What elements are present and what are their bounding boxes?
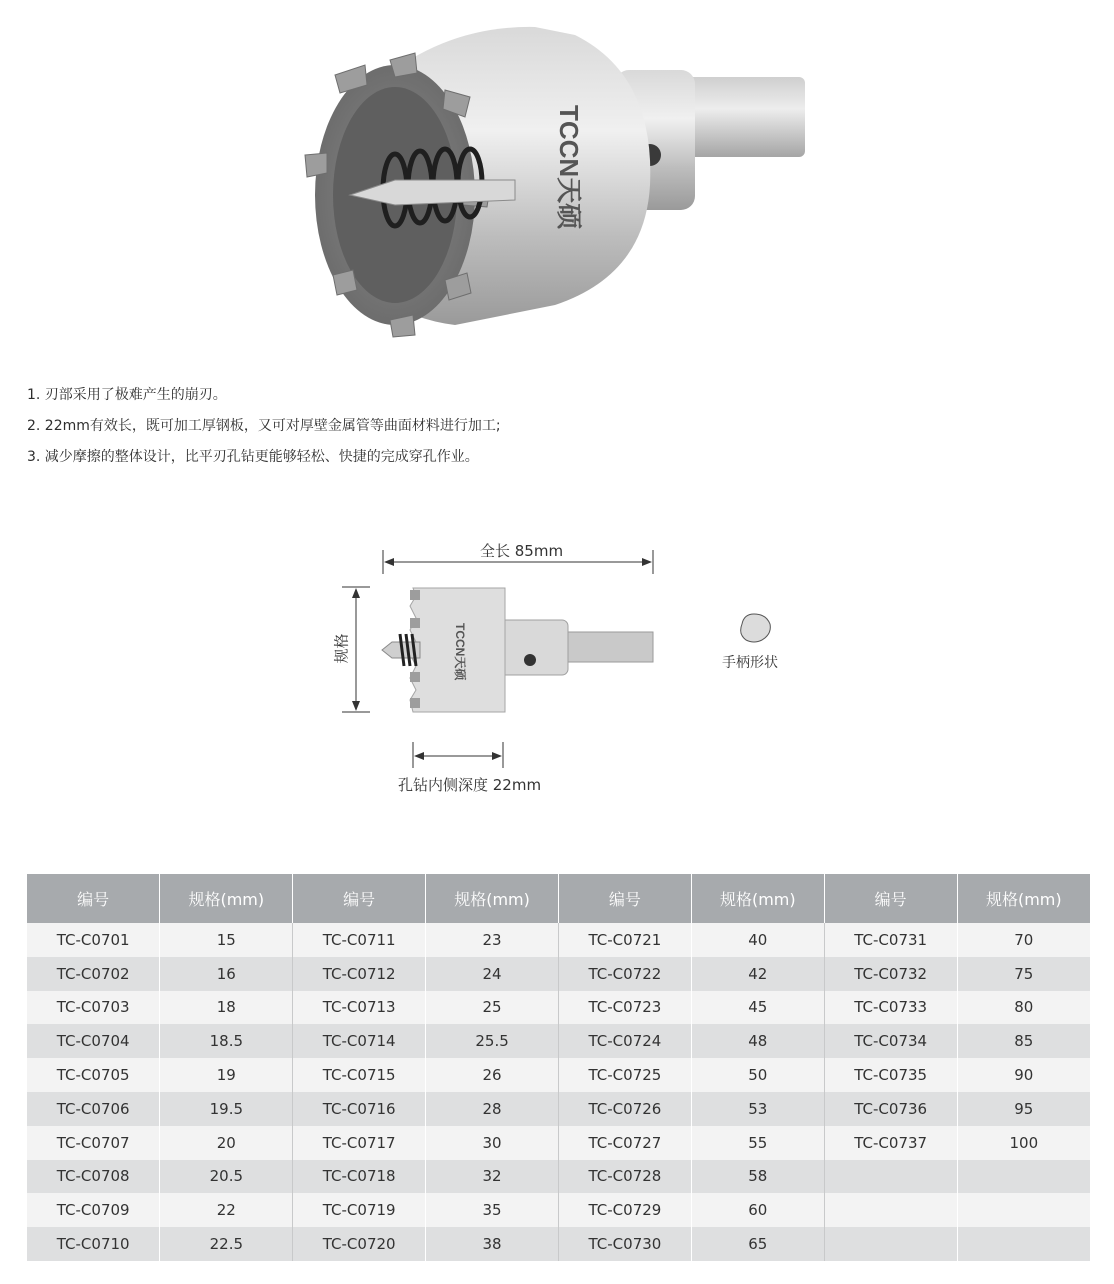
hole-saw-side-view	[382, 588, 653, 712]
spec-cell: 40	[691, 923, 824, 957]
depth-label: 孔钻内侧深度 22mm	[398, 776, 542, 794]
spec-cell	[957, 1227, 1090, 1261]
model-code-cell: TC-C0731	[824, 923, 957, 957]
table-row	[27, 923, 1090, 957]
table-row	[27, 957, 1090, 991]
spec-cell	[957, 1193, 1090, 1227]
spec-cell: 18.5	[160, 1024, 293, 1058]
spec-cell: 28	[426, 1092, 559, 1126]
table-row	[27, 1227, 1090, 1261]
model-code-cell: TC-C0719	[293, 1193, 426, 1227]
model-code-cell: TC-C0728	[559, 1160, 692, 1194]
handle-shape-label: 手柄形状	[722, 655, 778, 671]
model-code-cell: TC-C0726	[559, 1092, 692, 1126]
model-code-cell: TC-C0715	[293, 1058, 426, 1092]
header-spec: 规格(mm)	[691, 874, 824, 923]
spec-cell: 95	[957, 1092, 1090, 1126]
model-code-cell: TC-C0714	[293, 1024, 426, 1058]
model-code-cell: TC-C0709	[27, 1193, 160, 1227]
model-code-cell: TC-C0706	[27, 1092, 160, 1126]
model-code-cell: TC-C0729	[559, 1193, 692, 1227]
header-spec: 规格(mm)	[957, 874, 1090, 923]
spec-cell: 19.5	[160, 1092, 293, 1126]
spec-cell: 65	[691, 1227, 824, 1261]
header-code: 编号	[27, 874, 160, 923]
spec-cell: 20	[160, 1126, 293, 1160]
spec-cell: 80	[957, 991, 1090, 1025]
model-code-cell	[824, 1193, 957, 1227]
model-code-cell: TC-C0701	[27, 923, 160, 957]
total-length-label: 全长 85mm	[480, 542, 564, 560]
model-code-cell: TC-C0707	[27, 1126, 160, 1160]
model-code-cell: TC-C0732	[824, 957, 957, 991]
product-photo	[295, 15, 830, 345]
model-code-cell	[824, 1227, 957, 1261]
model-code-cell: TC-C0734	[824, 1024, 957, 1058]
spec-cell: 70	[957, 923, 1090, 957]
spec-cell: 26	[426, 1058, 559, 1092]
spec-cell: 58	[691, 1160, 824, 1194]
spec-cell: 22	[160, 1193, 293, 1227]
model-code-cell: TC-C0716	[293, 1092, 426, 1126]
table-header-row	[27, 874, 1090, 923]
spec-cell: 45	[691, 991, 824, 1025]
spec-cell: 32	[426, 1160, 559, 1194]
spec-cell: 53	[691, 1092, 824, 1126]
spec-cell: 85	[957, 1024, 1090, 1058]
model-code-cell: TC-C0712	[293, 957, 426, 991]
dimension-diagram	[0, 530, 1114, 810]
header-spec: 规格(mm)	[426, 874, 559, 923]
model-code-cell: TC-C0702	[27, 957, 160, 991]
table-row	[27, 1092, 1090, 1126]
spec-cell: 30	[426, 1126, 559, 1160]
model-code-cell: TC-C0703	[27, 991, 160, 1025]
feature-list	[27, 380, 927, 473]
model-code-cell: TC-C0737	[824, 1126, 957, 1160]
spec-cell: 19	[160, 1058, 293, 1092]
spec-cell: 60	[691, 1193, 824, 1227]
feature-item: 2. 22mm有效长，既可加工厚钢板，又可对厚壁金属管等曲面材料进行加工;	[27, 418, 501, 434]
spec-cell	[957, 1160, 1090, 1194]
brand-logo: TCCN天硕	[554, 105, 584, 230]
model-code-cell: TC-C0720	[293, 1227, 426, 1261]
model-code-cell: TC-C0705	[27, 1058, 160, 1092]
model-code-cell: TC-C0727	[559, 1126, 692, 1160]
model-code-cell: TC-C0721	[559, 923, 692, 957]
model-code-cell: TC-C0718	[293, 1160, 426, 1194]
table-row	[27, 991, 1090, 1025]
feature-item: 1. 刃部采用了极难产生的崩刃。	[27, 387, 227, 403]
model-code-cell: TC-C0724	[559, 1024, 692, 1058]
model-code-cell: TC-C0711	[293, 923, 426, 957]
spec-cell: 75	[957, 957, 1090, 991]
table-body	[27, 923, 1090, 1261]
table-row	[27, 1193, 1090, 1227]
spec-cell: 25.5	[426, 1024, 559, 1058]
spec-cell: 48	[691, 1024, 824, 1058]
spec-cell: 20.5	[160, 1160, 293, 1194]
header-code: 编号	[559, 874, 692, 923]
spec-cell: 38	[426, 1227, 559, 1261]
spec-table	[27, 874, 1090, 1261]
model-code-cell: TC-C0710	[27, 1227, 160, 1261]
model-code-cell: TC-C0723	[559, 991, 692, 1025]
spec-cell: 100	[957, 1126, 1090, 1160]
table-row	[27, 1058, 1090, 1092]
spec-cell: 35	[426, 1193, 559, 1227]
header-code: 编号	[824, 874, 957, 923]
table-row	[27, 1024, 1090, 1058]
model-code-cell: TC-C0730	[559, 1227, 692, 1261]
spec-cell: 24	[426, 957, 559, 991]
header-spec: 规格(mm)	[160, 874, 293, 923]
model-code-cell	[824, 1160, 957, 1194]
feature-item: 3. 减少摩擦的整体设计，比平刃孔钻更能够轻松、快捷的完成穿孔作业。	[27, 449, 479, 465]
dimension-drawing	[0, 530, 1114, 810]
model-code-cell: TC-C0722	[559, 957, 692, 991]
spec-label: 规格	[332, 633, 351, 664]
model-code-cell: TC-C0735	[824, 1058, 957, 1092]
diagram-logo: TCCN天硕	[453, 623, 467, 681]
spec-cell: 90	[957, 1058, 1090, 1092]
spec-cell: 18	[160, 991, 293, 1025]
model-code-cell: TC-C0725	[559, 1058, 692, 1092]
spec-cell: 15	[160, 923, 293, 957]
spec-cell: 50	[691, 1058, 824, 1092]
model-code-cell: TC-C0733	[824, 991, 957, 1025]
model-code-cell: TC-C0704	[27, 1024, 160, 1058]
spec-cell: 55	[691, 1126, 824, 1160]
model-code-cell: TC-C0717	[293, 1126, 426, 1160]
rounded-triangle-shank-icon	[741, 614, 771, 642]
model-code-cell: TC-C0736	[824, 1092, 957, 1126]
model-code-cell: TC-C0713	[293, 991, 426, 1025]
spec-cell: 16	[160, 957, 293, 991]
spec-cell: 25	[426, 991, 559, 1025]
spec-cell: 22.5	[160, 1227, 293, 1261]
table-row	[27, 1126, 1090, 1160]
table-row	[27, 1160, 1090, 1194]
header-code: 编号	[293, 874, 426, 923]
spec-cell: 42	[691, 957, 824, 991]
spec-cell: 23	[426, 923, 559, 957]
model-code-cell: TC-C0708	[27, 1160, 160, 1194]
